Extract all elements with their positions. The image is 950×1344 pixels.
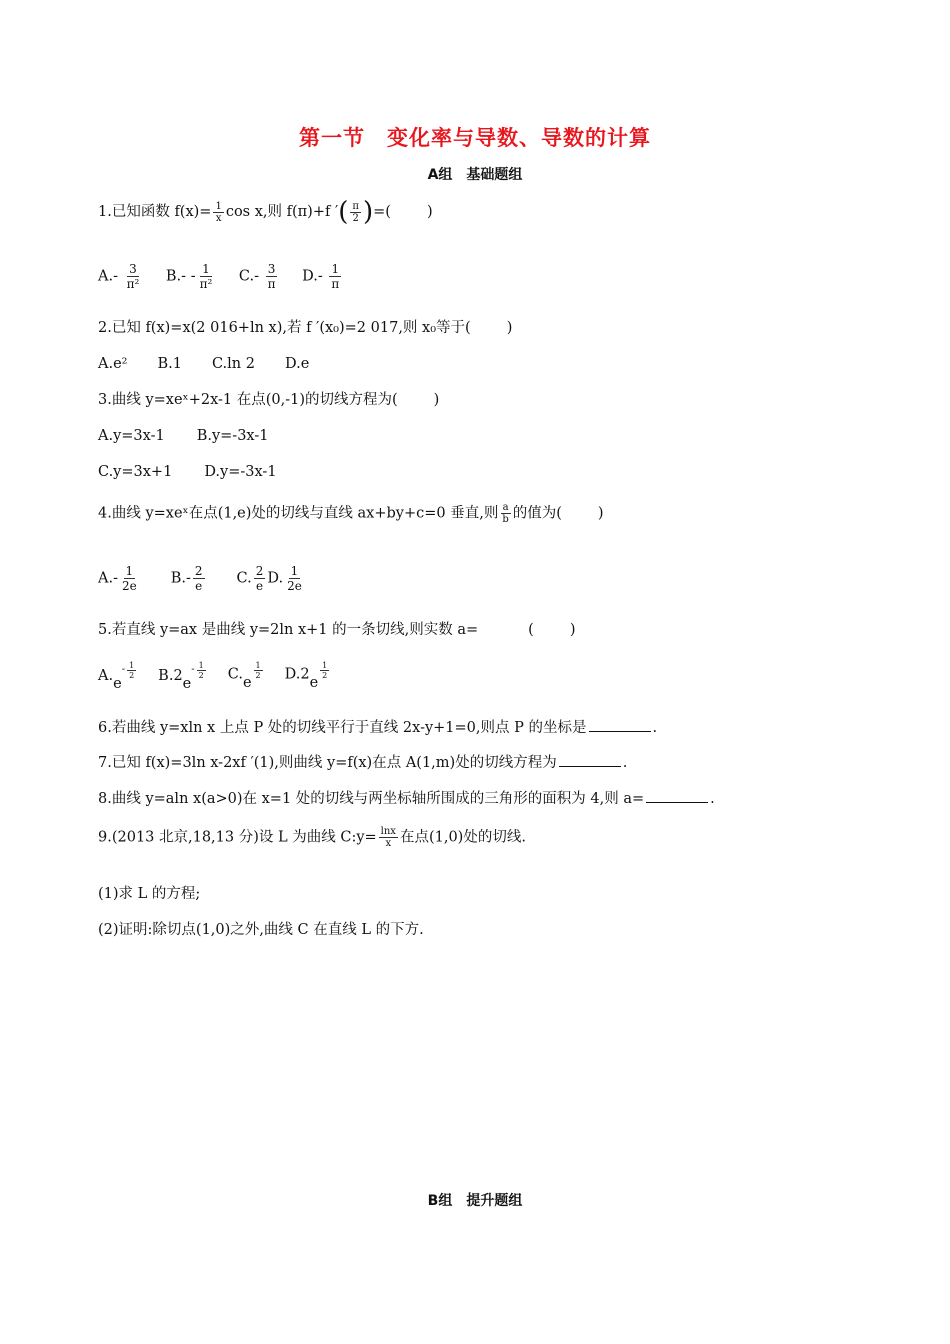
fraction: $\frac{\ln x}{x}$	[380, 826, 396, 849]
option-a: A.e - $\frac{1}{2}$	[98, 660, 135, 692]
question-3: 3.曲线 y=xeˣ+2x-1 在点(0,-1)的切线方程为( )	[98, 392, 440, 408]
question-8: 8.曲线 y=aln x(a>0)在 x=1 处的切线与两坐标轴所围成的三角形的面积为 4,则 a= .	[98, 788, 715, 809]
question-4: 4.曲线 y=xeˣ在点(1,e)处的切线与直线 ax+by+c=0 垂直,则 $\frac{a}{b}$ 的值为( )	[98, 502, 604, 525]
option-a: A.- $\frac{3}{\text{π²}}$	[98, 262, 140, 291]
question-1-options	[98, 262, 361, 291]
option-b: B.y=-3x-1	[196, 428, 269, 444]
option-a: A.e²	[98, 356, 128, 372]
question-3-options-row2	[98, 462, 295, 482]
question-4-options	[98, 564, 324, 593]
answer-blank	[559, 752, 621, 767]
option-d: D.- $\frac{1}{\pi}$	[302, 262, 340, 291]
question-5-options	[98, 660, 349, 694]
option-d: D.2e $\frac{1}{2}$	[284, 661, 328, 691]
fraction: $\frac{\pi}{2}$	[352, 200, 359, 224]
option-a: A.y=3x-1	[98, 428, 165, 444]
section-title: 第一节 变化率与导数、导数的计算	[299, 126, 651, 150]
option-a: A.- $\frac{1}{2e}$	[98, 564, 137, 593]
option-b: B.- - $\frac{1}{\text{π²}}$	[165, 262, 213, 291]
question-1: 1.已知函数 f(x)= $\frac{1}{x}$ cos x,则 f(π)+f ′( $\frac{\pi}{2}$ )=( )	[98, 197, 433, 227]
option-c: C.- $\frac{3}{\pi}$	[238, 262, 276, 291]
question-2: 2.已知 f(x)=x(2 016+ln x),若 f ′(x₀)=2 017,则 x₀等于( )	[98, 320, 513, 336]
answer-blank	[646, 788, 708, 803]
question-5: 5.若直线 y=ax 是曲线 y=2ln x+1 的一条切线,则实数 a= ( )	[98, 622, 576, 638]
question-9-part-2: (2)证明:除切点(1,0)之外,曲线 C 在直线 L 的下方.	[98, 922, 424, 938]
fraction: $\frac{1}{x}$	[215, 200, 222, 224]
group-a-heading: A组 基础题组	[427, 167, 523, 183]
option-d: D. $\frac{1}{2e}$	[267, 564, 302, 593]
option-b: B.1	[157, 356, 182, 372]
question-7: 7.已知 f(x)=3ln x-2xf ′(1),则曲线 y=f(x)在点 A(1,m)处的切线方程为 .	[98, 752, 627, 773]
option-d: D.e	[284, 356, 310, 372]
question-9: 9.(2013 北京,18,13 分)设 L 为曲线 C:y= $\frac{\ln x}{x}$ 在点(1,0)处的切线.	[98, 826, 526, 849]
option-c: C.ln 2	[211, 356, 255, 372]
group-b-heading: B组 提升题组	[427, 1193, 523, 1209]
option-c: C.e $\frac{1}{2}$	[227, 661, 261, 691]
question-9-part-1: (1)求 L 的方程;	[98, 886, 201, 902]
question-3-options-row1	[98, 426, 286, 446]
option-d: D.y=-3x-1	[204, 464, 277, 480]
question-2-options	[98, 354, 327, 374]
question-6: 6.若曲线 y=xln x 上点 P 处的切线平行于直线 2x-y+1=0,则点 P 的坐标是 .	[98, 717, 657, 738]
fraction: $\frac{a}{b}$	[502, 502, 509, 525]
option-b: B.- $\frac{2}{e}$	[170, 564, 203, 593]
answer-blank	[589, 717, 651, 732]
option-b: B.2e - $\frac{1}{2}$	[158, 660, 204, 692]
option-c: C.y=3x+1	[98, 464, 173, 480]
option-c: C. $\frac{2}{e}$	[236, 564, 264, 593]
